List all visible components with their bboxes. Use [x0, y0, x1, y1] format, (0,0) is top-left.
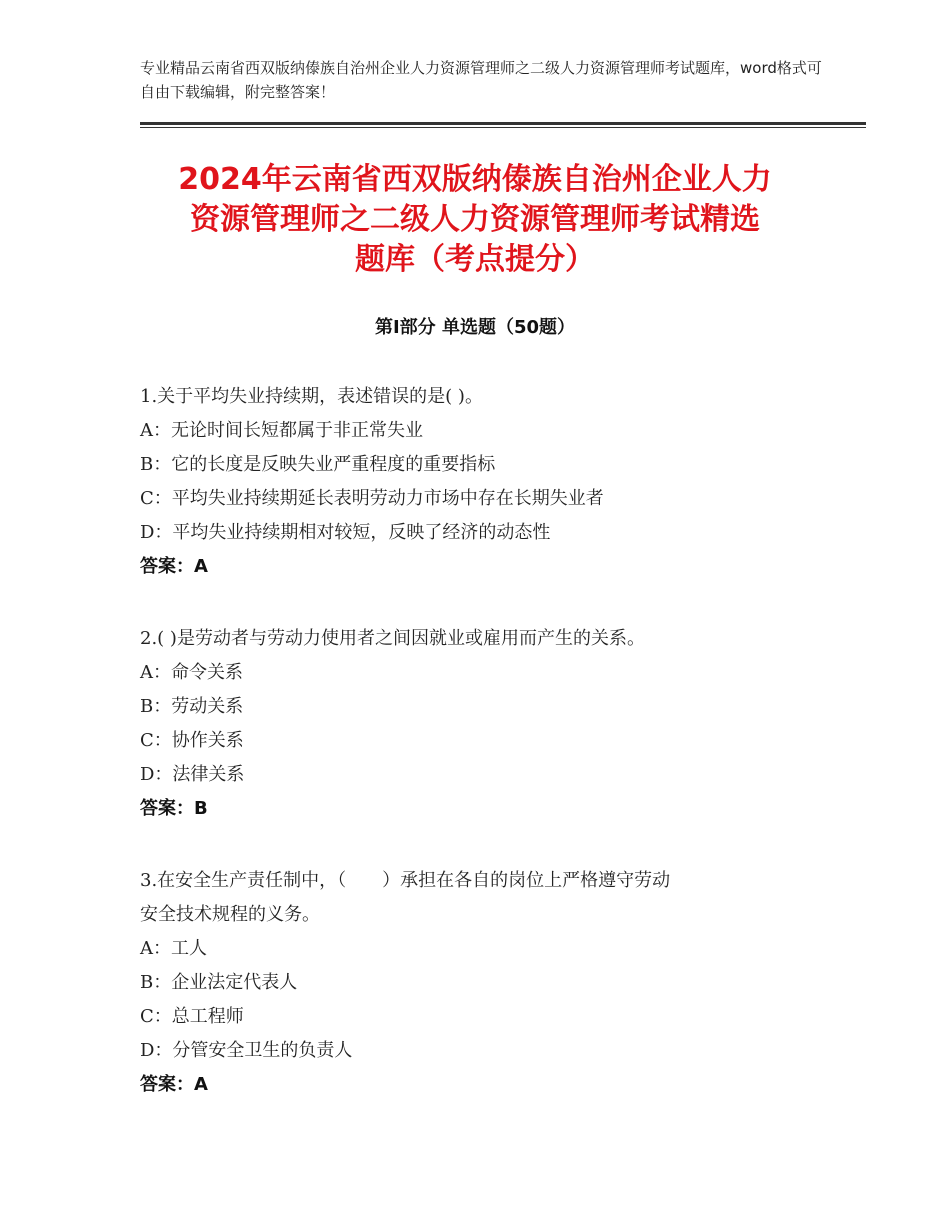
question-stem: 2.( )是劳动者与劳动力使用者之间因就业或雇用而产生的关系。 — [140, 628, 645, 649]
section-heading: 第Ⅰ部分 单选题（50题） — [374, 317, 575, 338]
option-a: A：工人 — [140, 938, 207, 959]
answer: 答案：B — [140, 798, 208, 819]
option-b: B：它的长度是反映失业严重程度的重要指标 — [140, 454, 496, 475]
header-note: 专业精品云南省西双版纳傣族自治州企业人力资源管理师之二级人力资源管理师考试题库，word格式可自由下载编辑，附完整答案！ — [140, 59, 822, 101]
header-rule-thin — [140, 127, 866, 128]
question-stem: 3.在安全生产责任制中，（ ）承担在各自的岗位上严格遵守劳动 — [140, 870, 671, 891]
question-3 — [140, 864, 820, 1102]
question-stem: 1.关于平均失业持续期，表述错误的是( )。 — [140, 386, 483, 407]
question-stem-continued: 安全技术规程的义务。 — [140, 904, 320, 925]
option-b: B：企业法定代表人 — [140, 972, 298, 993]
question-1 — [140, 380, 820, 584]
option-d: D：法律关系 — [140, 764, 245, 785]
option-d: D：平均失业持续期相对较短，反映了经济的动态性 — [140, 522, 551, 543]
option-b: B：劳动关系 — [140, 696, 244, 717]
option-c: C：平均失业持续期延长表明劳动力市场中存在长期失业者 — [140, 488, 604, 509]
option-c: C：总工程师 — [140, 1006, 244, 1027]
question-list — [140, 380, 820, 1140]
title-line: 2024年云南省西双版纳傣族自治州企业人力 — [178, 162, 772, 197]
title-line: 题库（考点提分） — [355, 242, 595, 277]
header-rule-thick — [140, 122, 866, 125]
option-d: D：分管安全卫生的负责人 — [140, 1040, 353, 1061]
question-2 — [140, 622, 820, 826]
document-title — [110, 160, 840, 280]
option-a: A：无论时间长短都属于非正常失业 — [140, 420, 423, 441]
answer: 答案：A — [140, 1074, 208, 1095]
option-c: C：协作关系 — [140, 730, 244, 751]
answer: 答案：A — [140, 556, 208, 577]
option-a: A：命令关系 — [140, 662, 243, 683]
title-line: 资源管理师之二级人力资源管理师考试精选 — [190, 202, 760, 237]
